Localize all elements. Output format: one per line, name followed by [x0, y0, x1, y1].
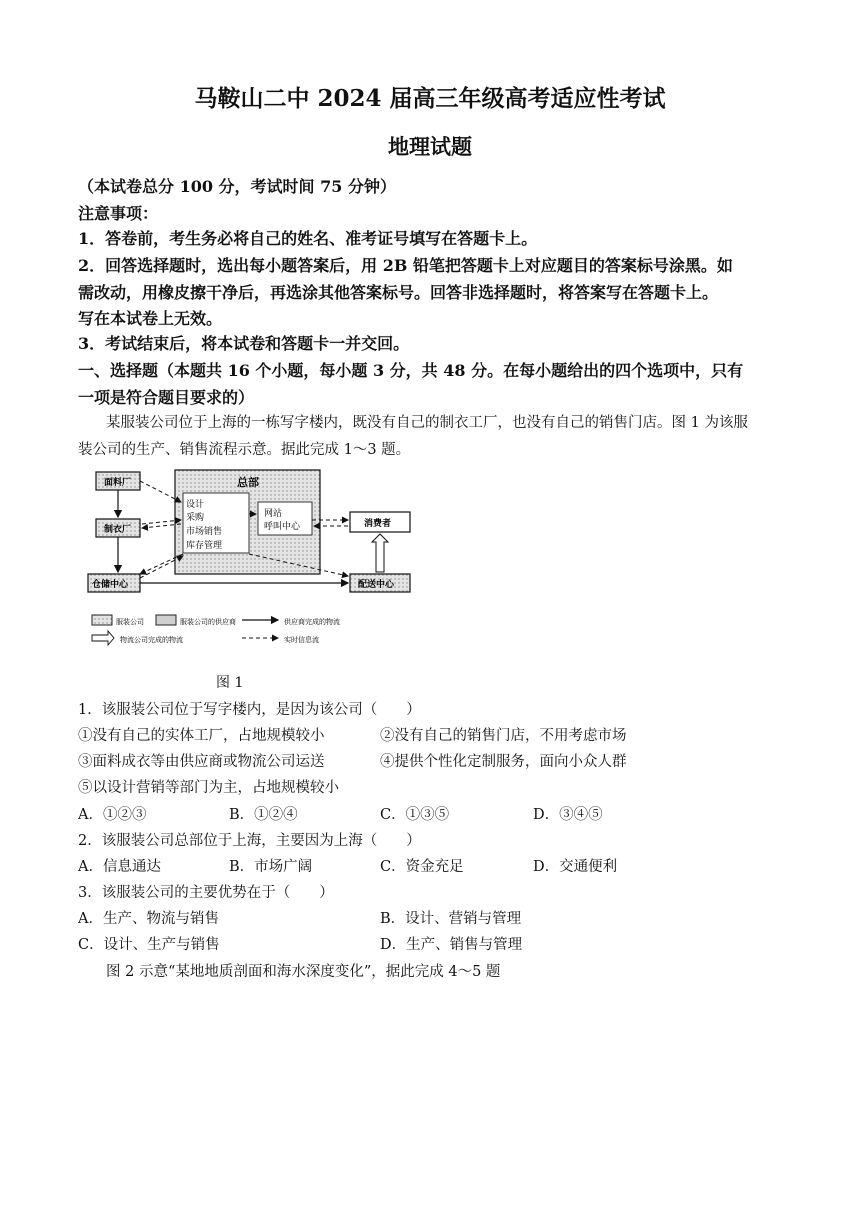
answer-option: A．①②③	[78, 807, 147, 823]
answer-option: D．生产、销售与管理	[380, 937, 523, 953]
notice-item: 写在本试卷上无效。	[78, 309, 223, 328]
notice-item: 需改动，用橡皮擦干净后，再选涂其他答案标号。回答非选择题时，将答案写在答题卡上。	[78, 283, 719, 302]
legend-company: 服装公司	[116, 618, 144, 626]
legend-supplier: 服装公司的供应商	[180, 618, 236, 626]
department-line: 库存管理	[186, 541, 223, 551]
question-stem: 1．该服装公司位于写字楼内，是因为该公司（ ）	[78, 702, 421, 718]
answer-option: C．资金充足	[380, 859, 464, 875]
answer-option: C．设计、生产与销售	[78, 937, 220, 953]
exam-title: 马鞍山二中 2024 届高三年级高考适应性考试	[194, 85, 666, 112]
website-line: 呼叫中心	[264, 522, 301, 532]
legend	[92, 615, 340, 645]
passage-text: 图 2 示意“某地地质剖面和海水深度变化”，据此完成 4～5 题	[106, 964, 501, 980]
exam-info: （本试卷总分 100 分，考试时间 75 分钟）	[78, 177, 396, 196]
notice-item: 2．回答选择题时，选出每小题答案后，用 2B 铅笔把答题卡上对应题目的答案标号涂黑。如	[78, 256, 733, 275]
exam-subtitle: 地理试题	[388, 134, 472, 159]
distribution-label: 配送中心	[358, 580, 395, 590]
logistics-arrow	[372, 534, 388, 572]
department-line: 设计	[186, 500, 205, 510]
answer-option: A．信息通达	[78, 859, 161, 875]
answer-option: C．①③⑤	[380, 807, 450, 823]
answer-option: A．生产、物流与销售	[78, 911, 219, 927]
statement: ⑤以设计营销等部门为主，占地规模较小	[78, 780, 339, 796]
section-heading: 一项是符合题目要求的）	[78, 388, 255, 407]
headquarters-label: 总部	[237, 476, 259, 489]
garment-factory-label: 制衣厂	[104, 525, 132, 535]
section-heading: 一、选择题（本题共 16 个小题，每小题 3 分，共 48 分。在每小题给出的四个选项中，只有	[78, 361, 744, 380]
answer-option: B．设计、营销与管理	[380, 911, 522, 927]
warehouse-label: 仓储中心	[92, 580, 129, 590]
answer-option: B．市场广阔	[229, 859, 313, 875]
notice-heading: 注意事项：	[78, 204, 159, 223]
legend-supplier-flow: 供应商完成的物流	[284, 618, 340, 626]
department-line: 市场销售	[186, 527, 223, 537]
statement: ①没有自己的实体工厂，占地规模较小	[78, 728, 325, 744]
statement: ②没有自己的销售门店，不用考虑市场	[380, 728, 627, 744]
answer-option: B．①②④	[229, 807, 298, 823]
notice-item: 3．考试结束后，将本试卷和答题卡一并交回。	[78, 334, 410, 353]
passage-text: 某服装公司位于上海的一栋写字楼内，既没有自己的制衣工厂，也没有自己的销售门店。图 1 为该服	[106, 415, 748, 431]
consumer-label: 消费者	[364, 519, 392, 529]
question-stem: 2．该服装公司总部位于上海，主要因为上海（ ）	[78, 833, 421, 849]
notice-item: 1．答卷前，考生务必将自己的姓名、准考证号填写在答题卡上。	[78, 229, 538, 248]
website-line: 网站	[264, 509, 283, 519]
statement: ④提供个性化定制服务，面向小众人群	[380, 754, 627, 770]
flow-diagram	[82, 462, 417, 652]
statement: ③面料成衣等由供应商或物流公司运送	[78, 754, 325, 770]
answer-option: D．③④⑤	[533, 807, 603, 823]
passage-text: 装公司的生产、销售流程示意。据此完成 1～3 题。	[78, 442, 411, 458]
answer-option: D．交通便利	[533, 859, 618, 875]
figure-caption: 图 1	[216, 675, 244, 691]
fabric-factory-label: 面料厂	[104, 478, 132, 488]
legend-logistics-flow: 物流公司完成的物流	[120, 636, 183, 644]
department-line: 采购	[186, 513, 205, 523]
question-stem: 3．该服装公司的主要优势在于（ ）	[78, 885, 334, 901]
legend-info-flow: 实时信息流	[284, 636, 319, 644]
